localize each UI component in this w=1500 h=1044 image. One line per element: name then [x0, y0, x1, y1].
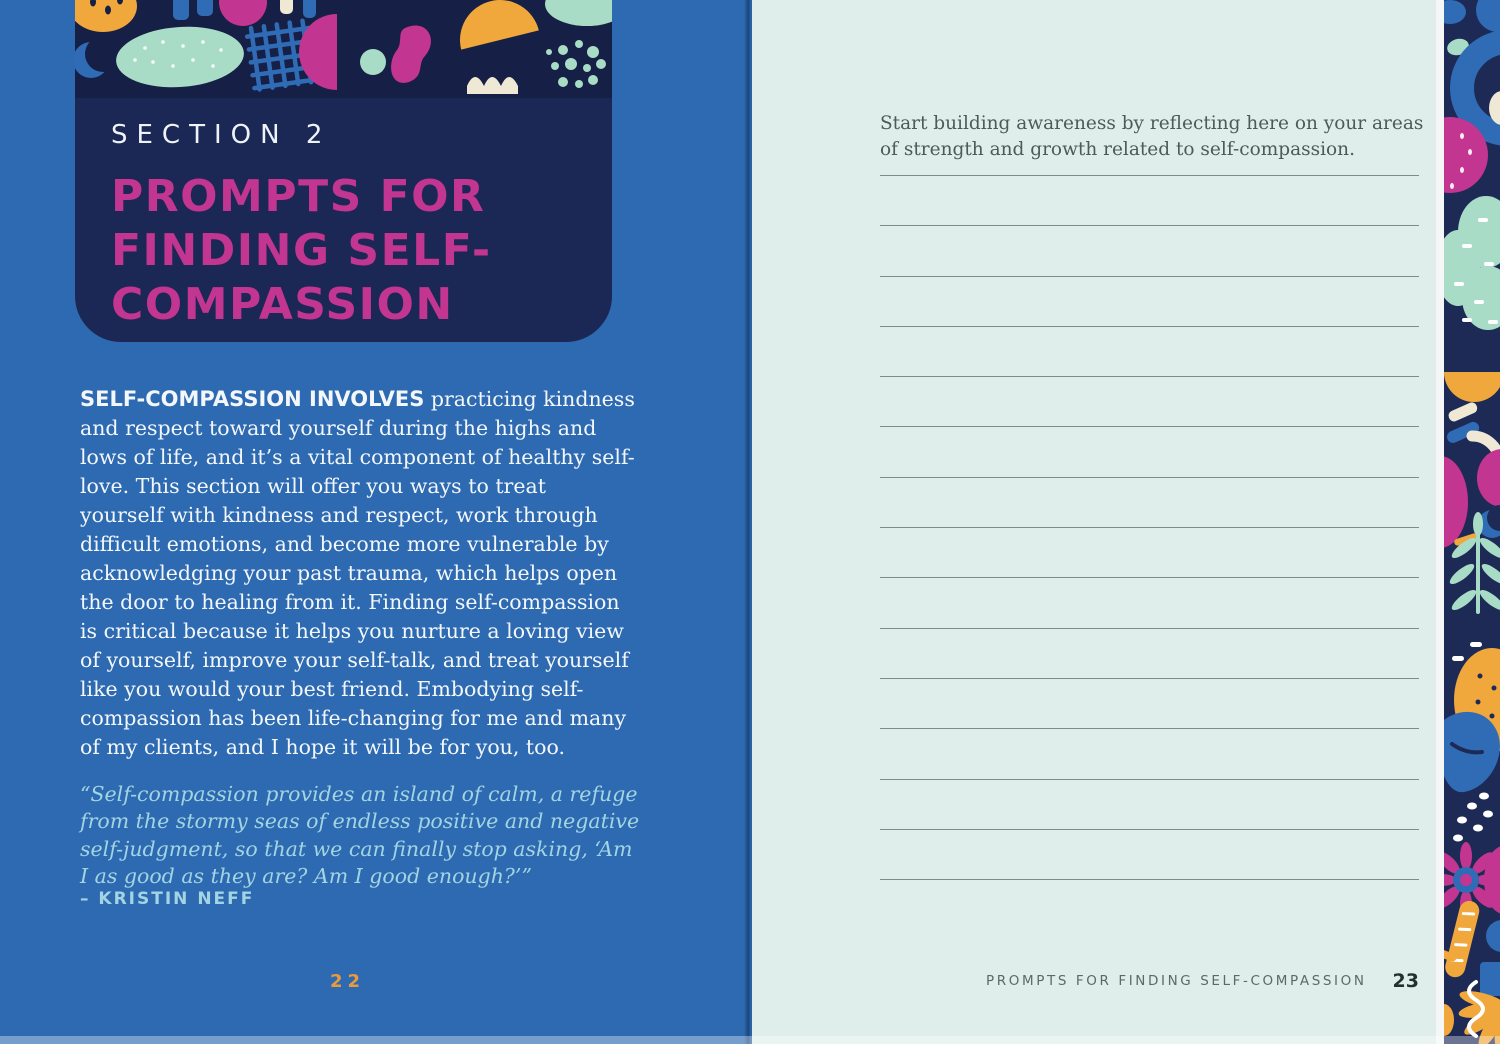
running-head: PROMPTS FOR FINDING SELF-COMPASSION — [986, 973, 1367, 989]
left-page — [0, 0, 748, 1044]
section-title-line-2: FINDING SELF- — [111, 225, 492, 276]
writing-line — [880, 225, 1419, 226]
section-header-card — [75, 0, 612, 342]
section-title-line-3: COMPASSION — [111, 279, 454, 330]
abstract-shapes-banner — [75, 0, 612, 98]
right-page-number: 23 — [1392, 970, 1419, 992]
intro-body-text: practicing kindness and respect toward yourself during the highs and lows of life, and it’s a vital component of healthy self-love. This section will offer you ways to treat yourself with kindness and respect, work through difficult emotions, and become more vulnerable by acknowledging your past trauma, which helps open the door to healing from it. Finding self-compassion is critical because it helps you nurture a loving view of yourself, improve your self-talk, and treat yourself like you would your best friend. Embodying self-compassion has been life-changing for me and many of my clients, and I hope it will be for you, too. — [80, 386, 635, 759]
writing-line — [880, 628, 1419, 629]
journal-prompt: Start building awareness by reflecting here on your areas of strength and growth related to self-compassion. — [880, 112, 1424, 160]
page-edge-highlight — [1436, 0, 1444, 1044]
writing-line — [880, 527, 1419, 528]
section-title-line-1: PROMPTS FOR — [111, 171, 486, 222]
writing-line — [880, 879, 1419, 880]
quote-attribution: – KRISTIN NEFF — [80, 889, 255, 909]
writing-line — [880, 678, 1419, 679]
writing-line — [880, 175, 1419, 176]
section-label: SECTION 2 — [111, 120, 332, 150]
intro-lead-in: SELF-COMPASSION INVOLVES — [80, 386, 425, 411]
decorative-edge-strip — [1444, 0, 1500, 1044]
page-bottom-edge — [0, 1036, 1500, 1044]
writing-line — [880, 276, 1419, 277]
writing-line — [880, 728, 1419, 729]
writing-line — [880, 376, 1419, 377]
writing-line — [880, 477, 1419, 478]
section-title — [111, 170, 586, 332]
writing-line — [880, 779, 1419, 780]
right-page-footer — [880, 968, 1419, 994]
left-page-number: 22 — [330, 971, 366, 992]
writing-line — [880, 426, 1419, 427]
section-intro-paragraph — [80, 385, 636, 762]
right-page — [752, 0, 1436, 1044]
writing-line — [880, 577, 1419, 578]
writing-line — [880, 829, 1419, 830]
section-card-text — [111, 98, 586, 332]
pull-quote: “Self-compassion provides an island of calm, a refuge from the stormy seas of endless positive and negative self-judgment, so that we can finally stop asking, ‘Am I as good as they are? Am I good enough?’” — [80, 781, 640, 888]
writing-lines — [880, 175, 1419, 929]
writing-line — [880, 326, 1419, 327]
